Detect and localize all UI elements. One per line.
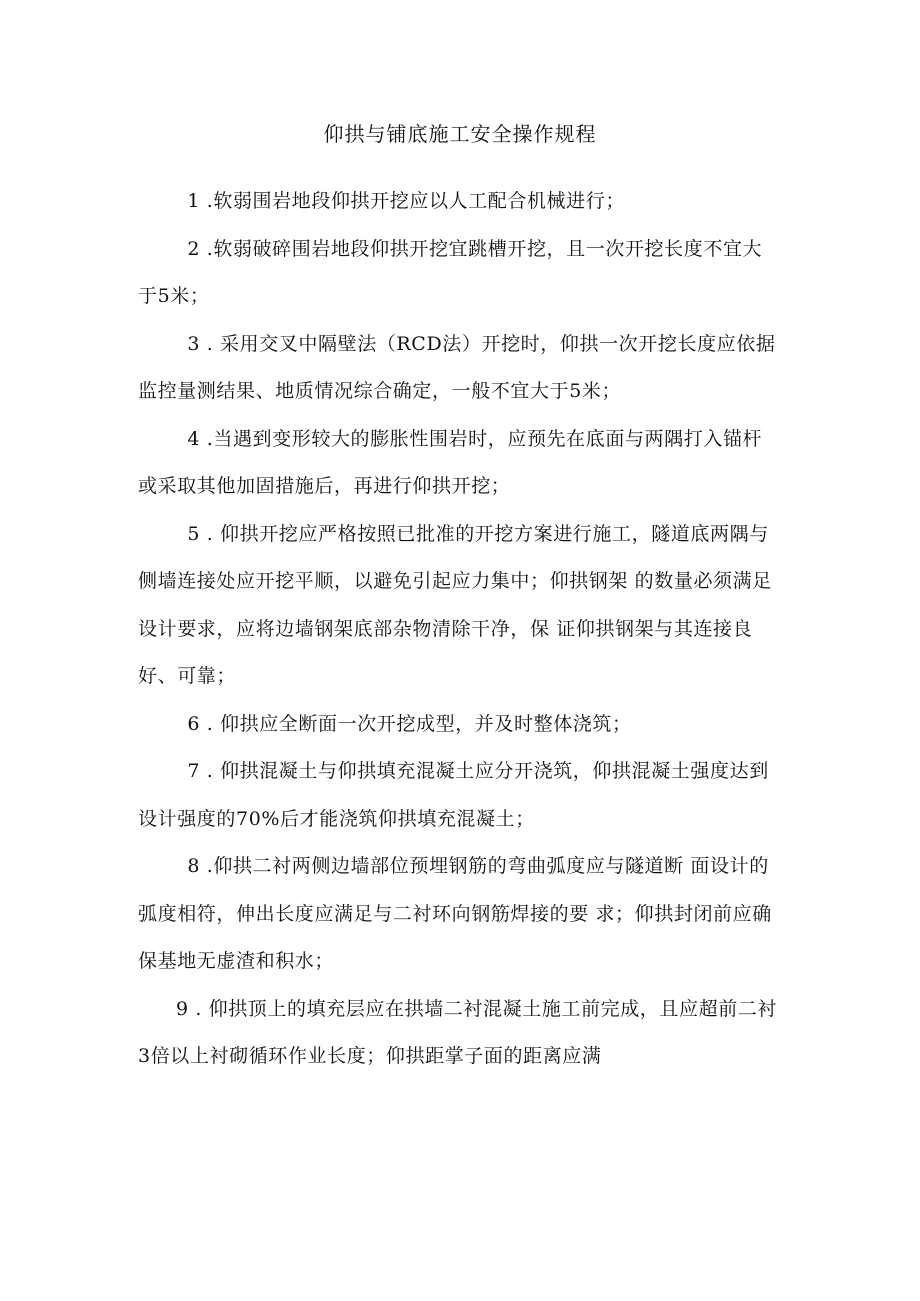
paragraph-6: 6 . 仰拱应全断面一次开挖成型，并及时整体浇筑； [187,712,632,735]
paragraph-5: 5 . 仰拱开挖应严格按照已批准的开挖方案进行施工，隧道底两隅与侧墙连接处应开挖平顺，以避免引起应力集中；仰拱钢架 的数量必须满足设计要求，应将边墙钢架底部杂物清除干净，保 证仰拱钢架与其连接良好、可靠； [138,522,772,687]
document-title: 仰拱与铺底施工安全操作规程 [323,122,597,146]
paragraph-4: 4 .当遇到变形较大的膨胀性围岩时，应预先在底面与两隅打入锚杆或采取其他加固措施后，再进行仰拱开挖； [138,427,763,497]
paragraph-1: 1 .软弱围岩地段仰拱开挖应以人工配合机械进行； [187,190,625,212]
paragraph-9: 9 . 仰拱顶上的填充层应在拱墙二衬混凝土施工前完成，且应超前二衬3倍以上衬砌循环作业长度；仰拱距掌子面的距离应满 [138,997,778,1067]
document-body [138,178,780,1081]
paragraph-7: 7 . 仰拱混凝土与仰拱填充混凝土应分开浇筑，仰拱混凝土强度达到设计强度的70%后才能浇筑仰拱填充混凝土； [138,760,769,830]
paragraph-8: 8 .仰拱二衬两侧边墙部位预埋钢筋的弯曲弧度应与隧道断 面设计的弧度相符，伸出长度应满足与二衬环向钢筋焊接的要 求；仰拱封闭前应确保基地无虚渣和积水； [138,855,772,972]
paragraph-2: 2 .软弱破碎围岩地段仰拱开挖宜跳槽开挖，且一次开挖长度不宜大于5米； [138,237,763,307]
paragraph-3: 3 . 采用交叉中隔壁法（RCD法）开挖时，仰拱一次开挖长度应依据监控量测结果、地质情况综合确定，一般不宜大于5米； [138,332,776,402]
